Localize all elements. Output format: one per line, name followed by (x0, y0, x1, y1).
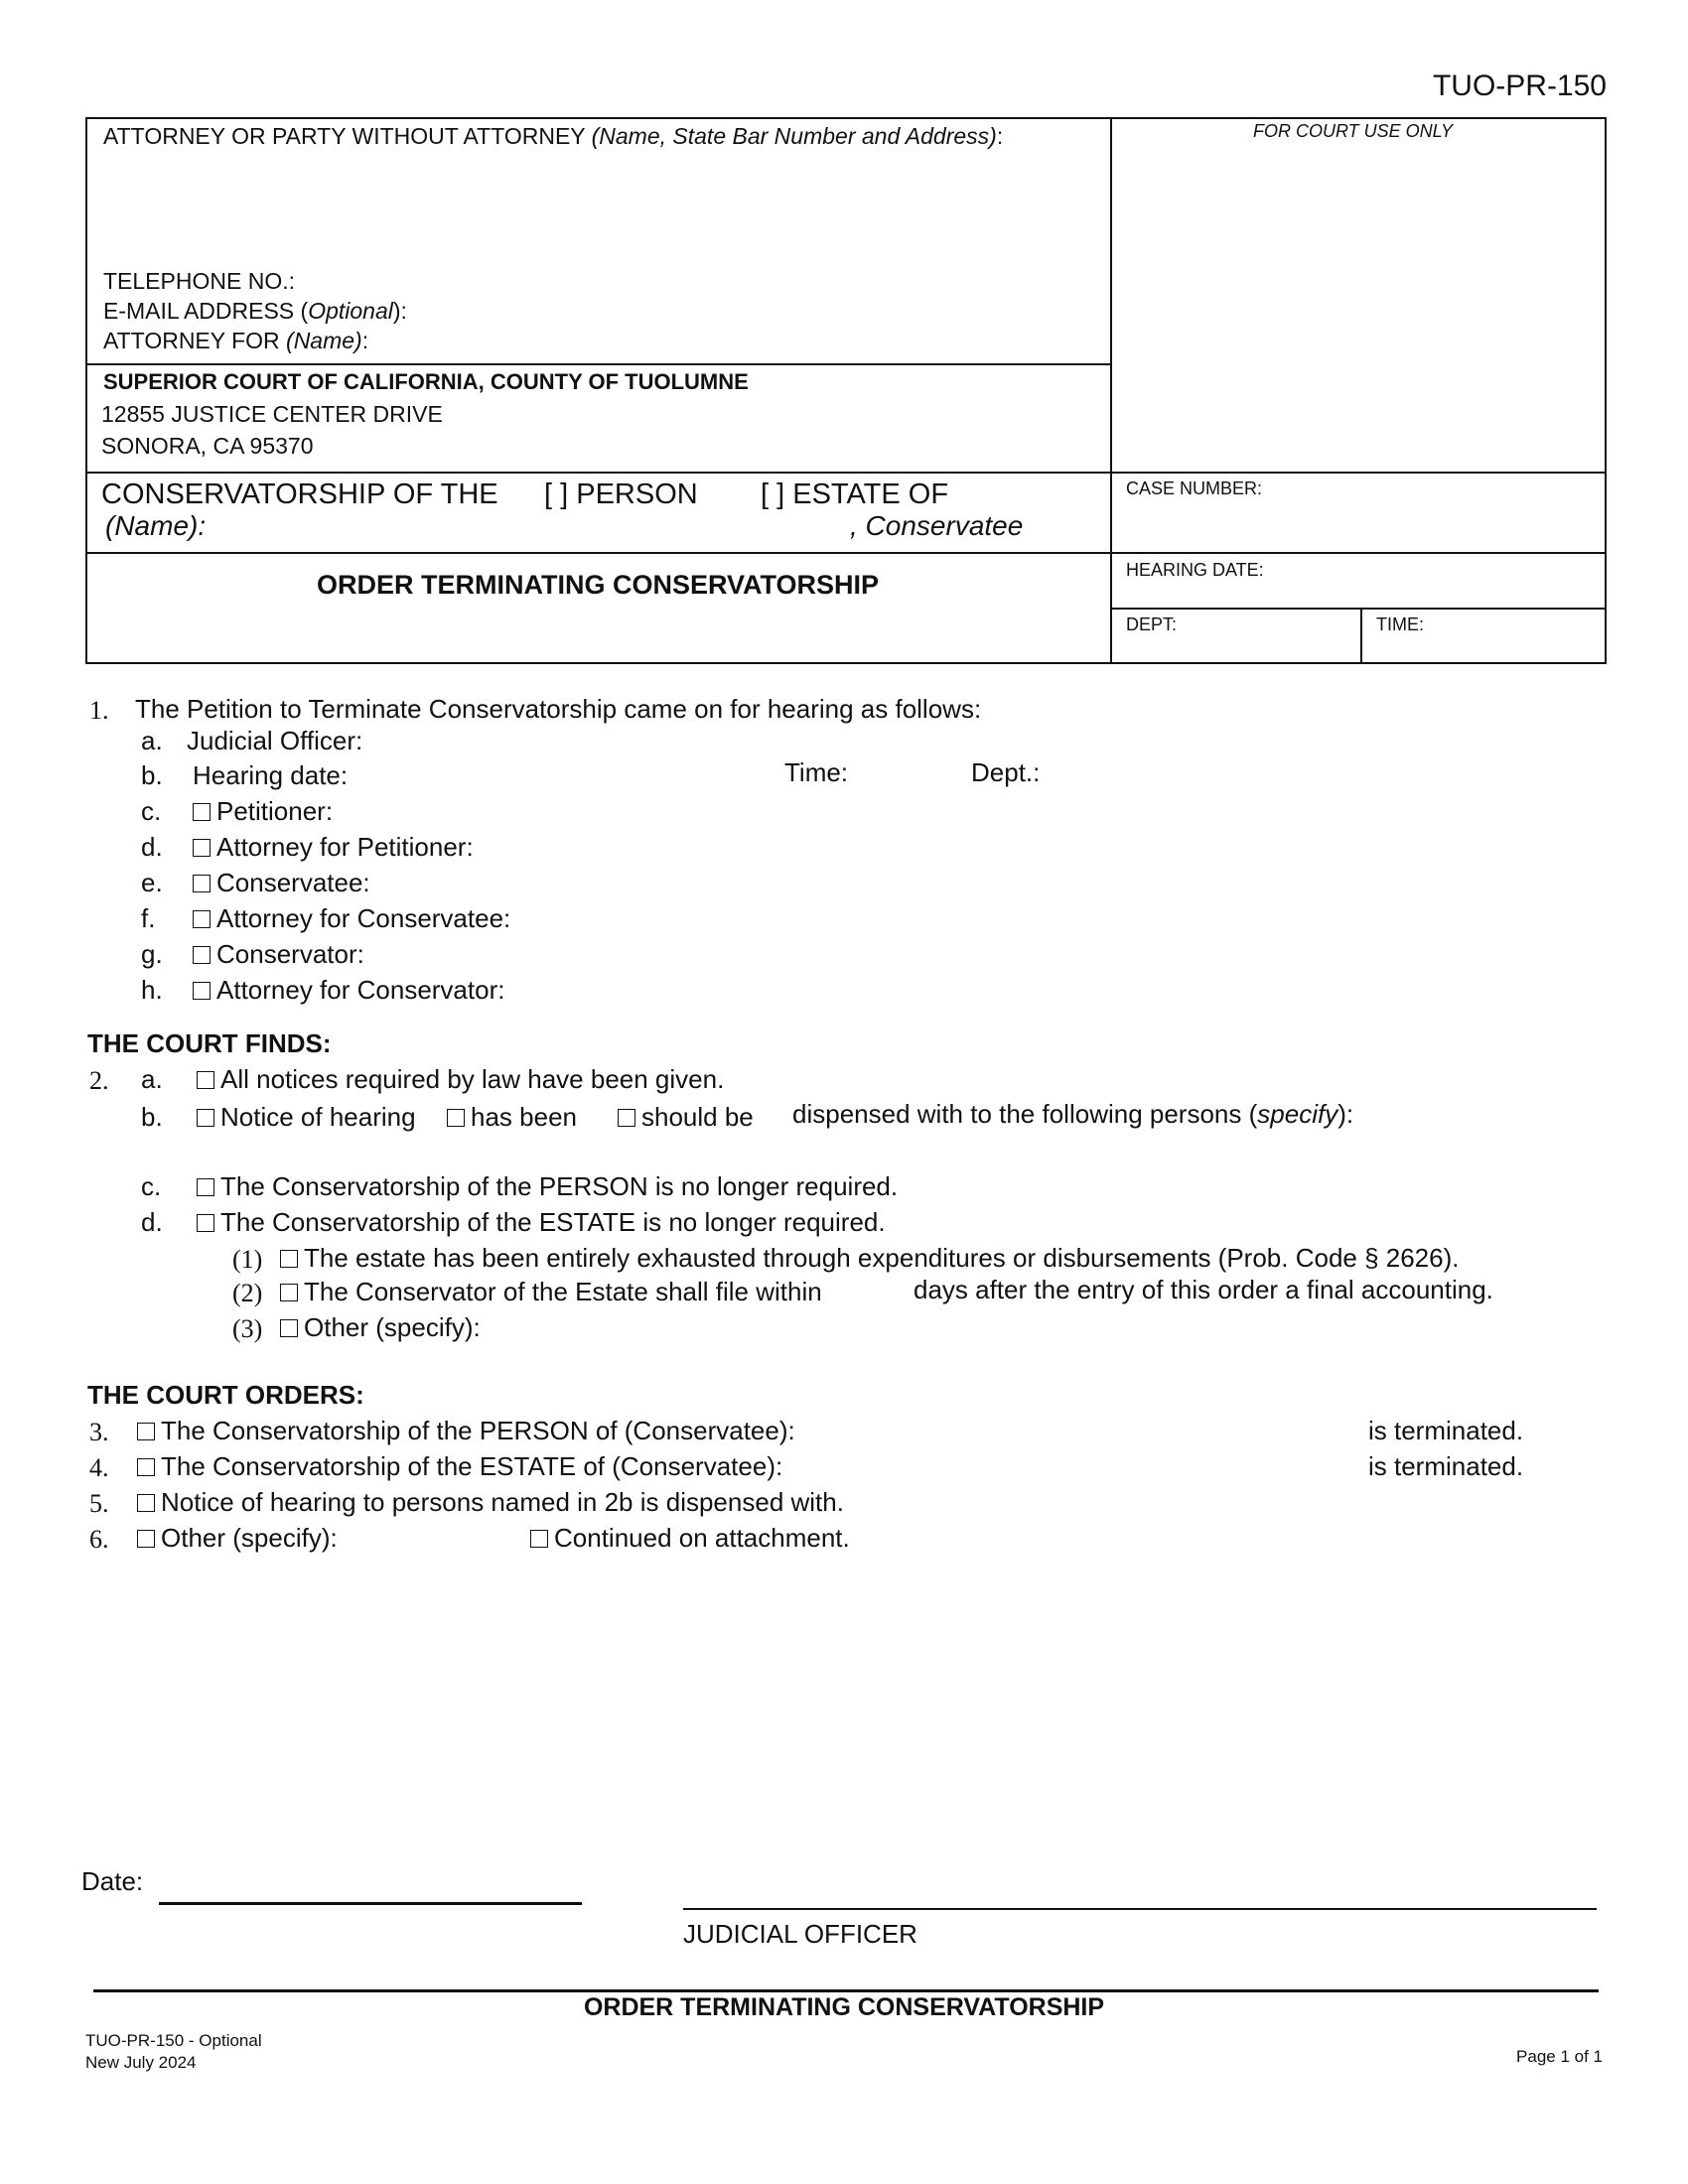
item-1b-text: Hearing date: (193, 760, 349, 790)
email-label: E-MAIL ADDRESS (Optional): (103, 298, 407, 324)
item-2d-letter: d. (141, 1207, 163, 1237)
date-label: Date: (81, 1866, 144, 1896)
item-4-terminated: is terminated. (1368, 1451, 1524, 1481)
checkbox[interactable] (193, 875, 211, 892)
checkbox[interactable] (137, 1423, 155, 1440)
item-1c[interactable]: Petitioner: (193, 796, 333, 827)
item-2c-letter: c. (141, 1171, 162, 1201)
title-row-line (85, 552, 1607, 554)
item-2b-should-be[interactable]: should be (618, 1102, 754, 1133)
item-1g[interactable]: Conservator: (193, 939, 364, 970)
item-1e-letter: e. (141, 868, 163, 897)
item-3[interactable]: The Conservatorship of the PERSON of (Conservatee): (137, 1416, 795, 1446)
footer-revision: New July 2024 (85, 2053, 197, 2072)
court-orders-heading: THE COURT ORDERS: (87, 1380, 364, 1410)
dept-time-divider (1360, 608, 1362, 664)
checkbox[interactable] (197, 1214, 214, 1232)
item-4[interactable]: The Conservatorship of the ESTATE of (Conservatee): (137, 1451, 782, 1482)
item-2d3-number: (3) (232, 1314, 263, 1343)
item-2d1[interactable]: The estate has been entirely exhausted through expenditures or disbursements (Prob. Code § 2626). (280, 1243, 1460, 1274)
item-4-number: 4. (89, 1453, 109, 1482)
checkbox[interactable] (193, 982, 211, 1000)
date-line[interactable] (159, 1902, 582, 1905)
checkbox[interactable] (447, 1109, 465, 1127)
item-6[interactable]: Other (specify): (137, 1523, 338, 1554)
court-address-line1: 12855 JUSTICE CENTER DRIVE (101, 401, 443, 427)
checkbox[interactable] (197, 1109, 214, 1127)
item-1e[interactable]: Conservatee: (193, 868, 370, 898)
item-2b-has-been[interactable]: has been (447, 1102, 577, 1133)
checkbox[interactable] (197, 1071, 214, 1089)
checkbox[interactable] (193, 803, 211, 821)
item-1-intro: The Petition to Terminate Conservatorship came on for hearing as follows: (135, 694, 982, 724)
attorney-for-label: ATTORNEY FOR (Name): (103, 328, 369, 353)
item-2d2-rest: days after the entry of this order a final accounting. (914, 1275, 1493, 1304)
item-5[interactable]: Notice of hearing to persons named in 2b is dispensed with. (137, 1487, 844, 1518)
signature-line[interactable] (683, 1908, 1597, 1910)
item-1b-dept: Dept.: (971, 757, 1041, 787)
item-2-number: 2. (89, 1066, 109, 1095)
name-label: (Name): (105, 510, 207, 541)
person-option: [ ] PERSON (544, 478, 698, 510)
item-1a-letter: a. (141, 726, 163, 755)
item-1f-letter: f. (141, 903, 156, 933)
form-id: TUO-PR-150 (1432, 69, 1607, 102)
conservatorship-of-label: CONSERVATORSHIP OF THE (101, 478, 498, 510)
item-2d3[interactable]: Other (specify): (280, 1312, 481, 1343)
estate-option: [ ] ESTATE OF (761, 478, 949, 510)
checkbox[interactable] (137, 1530, 155, 1548)
item-2a[interactable]: All notices required by law have been given. (197, 1064, 724, 1095)
item-1h-letter: h. (141, 975, 163, 1005)
item-1a-text: Judicial Officer: (187, 726, 363, 755)
attorney-label: ATTORNEY OR PARTY WITHOUT ATTORNEY (Name, State Bar Number and Address): (103, 123, 1004, 149)
item-6-continued[interactable]: Continued on attachment. (530, 1523, 850, 1554)
court-row-line (85, 363, 1112, 365)
item-1d[interactable]: Attorney for Petitioner: (193, 832, 474, 863)
court-name: SUPERIOR COURT OF CALIFORNIA, COUNTY OF TUOLUMNE (103, 369, 749, 394)
time-label: TIME: (1376, 614, 1424, 634)
checkbox[interactable] (137, 1458, 155, 1476)
checkbox[interactable] (530, 1530, 548, 1548)
checkbox[interactable] (618, 1109, 635, 1127)
item-1h[interactable]: Attorney for Conservator: (193, 975, 504, 1006)
case-number-label: CASE NUMBER: (1126, 478, 1263, 498)
item-1b-time: Time: (784, 757, 849, 787)
judicial-officer-label: JUDICIAL OFFICER (683, 1919, 917, 1949)
checkbox[interactable] (193, 946, 211, 964)
item-3-number: 3. (89, 1418, 109, 1446)
court-address-line2: SONORA, CA 95370 (101, 433, 314, 459)
item-2b[interactable]: Notice of hearing (197, 1102, 416, 1133)
item-2d[interactable]: The Conservatorship of the ESTATE is no longer required. (197, 1207, 886, 1238)
caption-divider (1110, 117, 1112, 664)
conservatee-label: , Conservatee (850, 510, 1024, 541)
item-2d2[interactable]: The Conservator of the Estate shall file within (280, 1277, 822, 1307)
form-title: ORDER TERMINATING CONSERVATORSHIP (316, 570, 880, 600)
footer-rule (93, 1989, 1599, 1992)
item-2b-letter: b. (141, 1102, 163, 1132)
item-1d-letter: d. (141, 832, 163, 862)
item-2d1-number: (1) (232, 1245, 263, 1274)
checkbox[interactable] (193, 839, 211, 857)
item-2d2-number: (2) (232, 1279, 263, 1307)
item-1f[interactable]: Attorney for Conservatee: (193, 903, 510, 934)
court-use-label: FOR COURT USE ONLY (1253, 121, 1454, 141)
checkbox[interactable] (280, 1250, 298, 1268)
telephone-label: TELEPHONE NO.: (103, 268, 295, 294)
item-6-number: 6. (89, 1525, 109, 1554)
footer-form-id: TUO-PR-150 - Optional (85, 2031, 262, 2050)
item-2c[interactable]: The Conservatorship of the PERSON is no longer required. (197, 1171, 898, 1202)
dept-label: DEPT: (1126, 614, 1178, 634)
item-1g-letter: g. (141, 939, 163, 969)
court-finds-heading: THE COURT FINDS: (87, 1028, 332, 1058)
item-2b-persons: dispensed with to the following persons (specify): (792, 1099, 1354, 1129)
checkbox[interactable] (137, 1494, 155, 1512)
checkbox[interactable] (280, 1319, 298, 1337)
item-1-number: 1. (89, 696, 109, 725)
item-1c-letter: c. (141, 796, 162, 826)
dept-row-line (1110, 608, 1607, 610)
checkbox[interactable] (197, 1178, 214, 1196)
hearing-date-label: HEARING DATE: (1126, 560, 1264, 580)
item-3-terminated: is terminated. (1368, 1416, 1524, 1445)
page-number: Page 1 of 1 (1516, 2047, 1603, 2066)
item-5-number: 5. (89, 1489, 109, 1518)
footer-title: ORDER TERMINATING CONSERVATORSHIP (583, 1993, 1105, 2021)
item-2a-letter: a. (141, 1064, 163, 1094)
checkbox[interactable] (280, 1284, 298, 1301)
checkbox[interactable] (193, 910, 211, 928)
case-row-line (85, 472, 1607, 474)
item-1b-letter: b. (141, 760, 163, 790)
